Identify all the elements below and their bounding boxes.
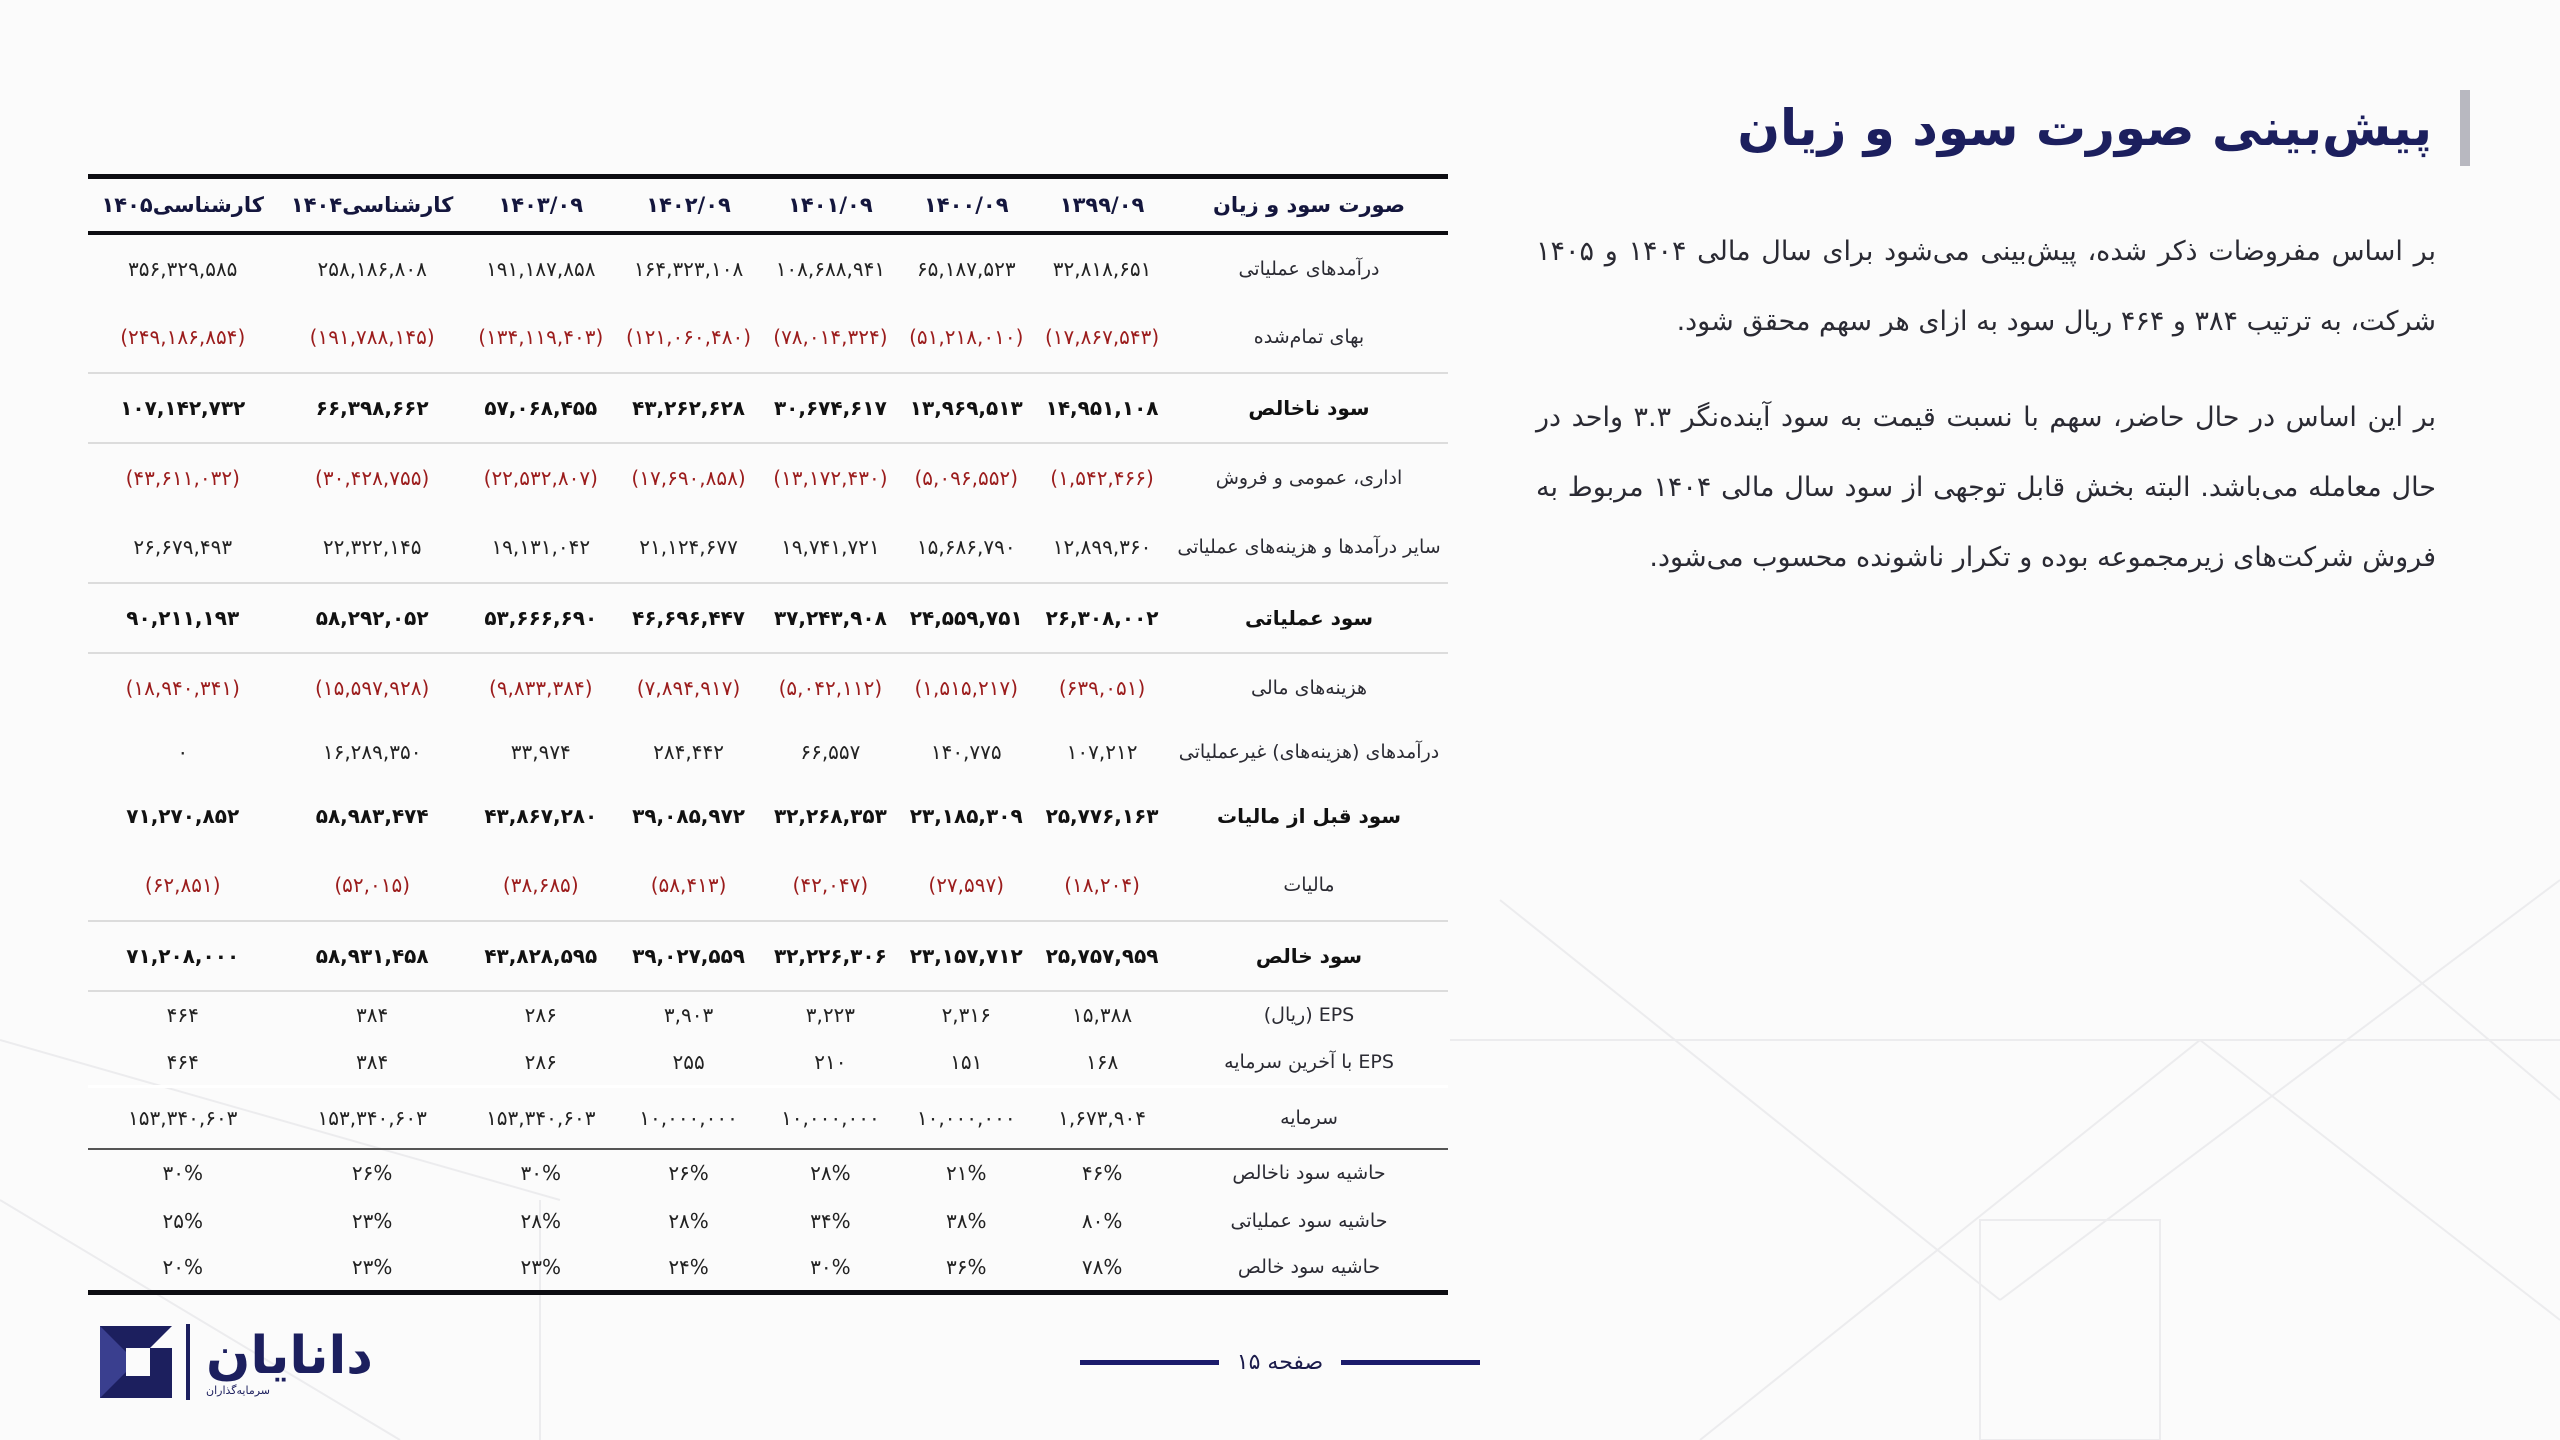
row-label: حاشیه سود ناخالص bbox=[1232, 1162, 1386, 1184]
table-cell: ۳۹,۰۲۷,۵۵۹ bbox=[615, 921, 763, 991]
table-row bbox=[88, 513, 1448, 583]
table-row bbox=[88, 373, 1448, 443]
row-label: حاشیه سود خالص bbox=[1170, 1245, 1448, 1293]
column-header: ۱۴۰۳/۰۹ bbox=[498, 192, 584, 217]
table-cell: ۲۶,۶۷۹,۴۹۳ bbox=[88, 513, 277, 583]
table-cell: ۳۰% bbox=[162, 1161, 203, 1185]
table-cell: ۰ bbox=[177, 739, 189, 764]
row-label: EPS (ریال) bbox=[1263, 1004, 1355, 1026]
table-row bbox=[88, 1087, 1448, 1149]
table-cell: (۱۵,۵۹۷,۹۲۸) bbox=[315, 676, 430, 700]
table-row bbox=[88, 991, 1448, 1039]
table-cell: ۳۳,۹۷۴ bbox=[510, 739, 571, 764]
table-cell: ۸۰% bbox=[1081, 1208, 1123, 1233]
table-cell: (۴۲,۰۴۷) bbox=[762, 851, 898, 921]
row-label: سرمایه bbox=[1170, 1087, 1448, 1149]
table-cell: ۱۹,۷۴۱,۷۲۱ bbox=[762, 513, 898, 583]
table-cell: ۱۵,۳۸۸ bbox=[1072, 1003, 1133, 1027]
table-cell: (۳۸,۶۸۵) bbox=[467, 851, 615, 921]
table-cell: ۱۲,۸۹۹,۳۶۰ bbox=[1034, 513, 1170, 583]
row-label: سود عملیاتی bbox=[1170, 583, 1448, 653]
row-label: حاشیه سود عملیاتی bbox=[1230, 1209, 1388, 1232]
table-cell: (۱۸,۲۰۴) bbox=[1034, 851, 1170, 921]
page-title: پیش‌بینی صورت سود و زیان bbox=[1737, 99, 2432, 157]
table-cell: ۷۸% bbox=[1034, 1245, 1170, 1293]
table-cell: ۱۰۸,۶۸۸,۹۴۱ bbox=[775, 256, 886, 281]
table-cell: ۲۶% bbox=[351, 1161, 393, 1185]
table-cell: ۲۵,۷۵۷,۹۵۹ bbox=[1034, 921, 1170, 991]
table-cell: ۳۵۶,۳۲۹,۵۸۵ bbox=[128, 256, 238, 281]
table-cell: ۶۶,۵۵۷ bbox=[800, 739, 861, 764]
table-cell: ۱۶,۲۸۹,۳۵۰ bbox=[322, 739, 422, 764]
table-cell: (۹,۸۳۳,۳۸۴) bbox=[489, 676, 593, 700]
table-row bbox=[88, 723, 1448, 781]
table-cell: ۲۴% bbox=[615, 1245, 763, 1293]
table-cell: ۳۷,۲۴۳,۹۰۸ bbox=[762, 583, 898, 653]
table-cell: ۲۸۶ bbox=[524, 1003, 557, 1027]
table-cell: ۱۰,۰۰۰,۰۰۰ bbox=[898, 1087, 1034, 1149]
table-cell: ۳۶% bbox=[898, 1245, 1034, 1293]
table-cell: ۱۶۸ bbox=[1034, 1039, 1170, 1087]
page-number-bar bbox=[1080, 1346, 1480, 1378]
table-cell: (۵۱,۲۱۸,۰۱۰) bbox=[898, 303, 1034, 373]
table-header-row bbox=[88, 177, 1448, 233]
table-cell: ۵۸,۹۸۳,۴۷۴ bbox=[315, 803, 429, 828]
table-cell: (۷,۸۹۴,۹۱۷) bbox=[636, 676, 741, 700]
table-row bbox=[88, 1149, 1448, 1197]
table-cell: ۲۱% bbox=[945, 1161, 987, 1185]
table-cell: ۱۹,۱۳۱,۰۴۲ bbox=[467, 513, 615, 583]
table-cell: ۱۰,۰۰۰,۰۰۰ bbox=[762, 1087, 898, 1149]
table-cell: (۵۸,۴۱۳) bbox=[615, 851, 763, 921]
table-cell: ۳,۹۰۳ bbox=[663, 1003, 714, 1027]
row-label: سود خالص bbox=[1170, 921, 1448, 991]
table-row bbox=[88, 583, 1448, 653]
column-header: ۱۴۰۰/۰۹ bbox=[923, 192, 1009, 217]
table-cell: ۲۸% bbox=[520, 1208, 562, 1233]
table-cell: ۷۱,۲۰۸,۰۰۰ bbox=[88, 921, 277, 991]
table-cell: ۱۰۷,۲۱۲ bbox=[1066, 739, 1138, 764]
table-cell: ۴۶% bbox=[1081, 1161, 1123, 1185]
column-header: ۱۴۰۲/۰۹ bbox=[646, 192, 731, 217]
table-cell: ۲۲,۳۲۲,۱۴۵ bbox=[277, 513, 466, 583]
table-row bbox=[88, 851, 1448, 921]
column-header: ۱۳۹۹/۰۹ bbox=[1059, 192, 1145, 217]
row-label: EPS با آخرین سرمایه bbox=[1170, 1039, 1448, 1087]
table-cell: ۱۳,۹۶۹,۵۱۳ bbox=[898, 373, 1034, 443]
logo-text bbox=[206, 1325, 373, 1397]
table-cell: ۳۴% bbox=[810, 1208, 851, 1233]
table-row bbox=[88, 303, 1448, 373]
table-cell: ۶۶,۳۹۸,۶۶۲ bbox=[277, 373, 466, 443]
table-cell: ۱۰,۰۰۰,۰۰۰ bbox=[615, 1087, 763, 1149]
table-cell: ۳۰,۶۷۴,۶۱۷ bbox=[762, 373, 898, 443]
column-header: صورت سود و زیان bbox=[1212, 192, 1405, 217]
column-header: کارشناسی۱۴۰۴ bbox=[290, 192, 454, 217]
page-number: صفحه ۱۵ bbox=[1236, 1349, 1324, 1375]
pager-line-left bbox=[1080, 1360, 1219, 1365]
table-cell: ۴۳,۲۶۲,۶۲۸ bbox=[615, 373, 763, 443]
column-header: کارشناسی۱۴۰۵ bbox=[101, 192, 264, 217]
table-cell: (۲۷,۵۹۷) bbox=[898, 851, 1034, 921]
table-cell: ۲۰% bbox=[88, 1245, 277, 1293]
table-cell: (۶۳۹,۰۵۱) bbox=[1058, 676, 1146, 700]
row-label: سایر درآمدها و هزینه‌های عملیاتی bbox=[1170, 513, 1448, 583]
table-cell: ۲۵۸,۱۸۶,۸۰۸ bbox=[317, 256, 427, 281]
table-row bbox=[88, 233, 1448, 303]
table-cell: ۲۳% bbox=[351, 1208, 393, 1233]
row-label: درآمدهای (هزینه‌های) غیرعملیاتی bbox=[1178, 740, 1440, 763]
row-label: سود قبل از مالیات bbox=[1216, 803, 1401, 828]
table-cell: ۳۲,۲۶۸,۳۵۳ bbox=[773, 803, 887, 828]
table-cell: ۵۷,۰۶۸,۴۵۵ bbox=[467, 373, 615, 443]
table-cell: (۲۲,۵۳۲,۸۰۷) bbox=[483, 466, 598, 490]
table-cell: ۱۴۰,۷۷۵ bbox=[930, 739, 1002, 764]
table-row bbox=[88, 1197, 1448, 1245]
table-cell: (۵,۰۹۶,۵۵۲) bbox=[914, 466, 1018, 490]
row-label: هزینه‌های مالی bbox=[1250, 677, 1368, 699]
table-cell: ۲۳% bbox=[277, 1245, 466, 1293]
table-cell: ۴۳,۸۶۷,۲۸۰ bbox=[484, 803, 598, 828]
income-statement-table bbox=[88, 174, 1448, 1295]
logo-mark-icon bbox=[96, 1322, 176, 1402]
table-cell: (۵,۰۴۲,۱۱۲) bbox=[778, 676, 883, 700]
table-cell: ۳۸۴ bbox=[356, 1003, 389, 1027]
table-row bbox=[88, 781, 1448, 851]
table-cell: ۳۹,۰۸۵,۹۷۲ bbox=[632, 803, 745, 828]
company-logo bbox=[96, 1322, 373, 1402]
table-cell: ۴۶۴ bbox=[88, 1039, 277, 1087]
row-label: اداری، عمومی و فروش bbox=[1215, 467, 1403, 489]
table-cell: ۱۶۴,۳۲۳,۱۰۸ bbox=[633, 256, 744, 281]
pager-line-right bbox=[1341, 1360, 1480, 1365]
title-accent-bar bbox=[2460, 90, 2470, 166]
table-cell: ۲۸% bbox=[668, 1208, 709, 1233]
row-label: سود ناخالص bbox=[1170, 373, 1448, 443]
table-cell: ۲۶,۳۰۸,۰۰۲ bbox=[1034, 583, 1170, 653]
table-cell: ۱۵۳,۳۴۰,۶۰۳ bbox=[88, 1087, 277, 1149]
column-header: ۱۴۰۱/۰۹ bbox=[788, 192, 873, 217]
table-cell: (۱,۵۴۲,۴۶۶) bbox=[1050, 466, 1154, 490]
table-cell: (۱۷,۸۶۷,۵۴۳) bbox=[1034, 303, 1170, 373]
table-cell: ۴۶۴ bbox=[166, 1003, 199, 1027]
table-row bbox=[88, 921, 1448, 991]
table-cell: (۱۳,۱۷۲,۴۳۰) bbox=[773, 466, 888, 490]
table-cell: ۳۰% bbox=[762, 1245, 898, 1293]
table-cell: ۴۳,۸۲۸,۵۹۵ bbox=[467, 921, 615, 991]
table-cell: ۲۳% bbox=[467, 1245, 615, 1293]
table-cell: ۲۴,۵۵۹,۷۵۱ bbox=[898, 583, 1034, 653]
table-cell: ۱۵۳,۳۴۰,۶۰۳ bbox=[277, 1087, 466, 1149]
table-row bbox=[88, 1245, 1448, 1293]
paragraph-valuation: بر این اساس در حال حاضر، سهم با نسبت قیمت به سود آینده‌نگر ۳.۳ واحد در حال معامله می‌باشد. البته بخش قابل توجهی از سود سال مالی ۱۴۰۴ مربوط به فروش شرکت‌های زیرمجموعه بوده و تکرار ناشونده محسوب می‌شود. bbox=[1536, 402, 2437, 573]
table-cell: (۴۳,۶۱۱,۰۳۲) bbox=[125, 466, 240, 490]
table-cell: (۳۰,۴۲۸,۷۵۵) bbox=[315, 466, 430, 490]
table-cell: ۲۵,۷۷۶,۱۶۳ bbox=[1045, 803, 1159, 828]
table-cell: (۲۴۹,۱۸۶,۸۵۴) bbox=[88, 303, 277, 373]
table-cell: ۱۹۱,۱۸۷,۸۵۸ bbox=[486, 256, 596, 281]
table-cell: (۱۹۱,۷۸۸,۱۴۵) bbox=[277, 303, 466, 373]
table-cell: ۲۶% bbox=[668, 1161, 709, 1185]
logo-divider bbox=[186, 1324, 190, 1400]
table-cell: ۲۳,۱۵۷,۷۱۲ bbox=[898, 921, 1034, 991]
table-cell: (۱۷,۶۹۰,۸۵۸) bbox=[631, 466, 746, 490]
table-cell: (۱۲۱,۰۶۰,۴۸۰) bbox=[615, 303, 763, 373]
table-cell: ۷۱,۲۷۰,۸۵۲ bbox=[126, 803, 240, 828]
table-cell: ۳,۲۲۳ bbox=[805, 1003, 856, 1027]
table-cell: (۱,۵۱۵,۲۱۷) bbox=[914, 676, 1018, 700]
table-cell: ۲۵۵ bbox=[615, 1039, 763, 1087]
row-label: بهای تمام‌شده bbox=[1170, 303, 1448, 373]
row-label: مالیات bbox=[1170, 851, 1448, 921]
table-cell: ۱۵۳,۳۴۰,۶۰۳ bbox=[467, 1087, 615, 1149]
table-cell: ۳۲,۸۱۸,۶۵۱ bbox=[1052, 256, 1152, 281]
table-row bbox=[88, 653, 1448, 723]
table-cell: ۵۳,۶۶۶,۶۹۰ bbox=[467, 583, 615, 653]
paragraph-forecast: بر اساس مفروضات ذکر شده، پیش‌بینی می‌شود برای سال مالی ۱۴۰۴ و ۱۴۰۵ شرکت، به ترتیب ۳۸۴ و ۴۶۴ ریال سود به ازای هر سهم محقق شود. bbox=[1536, 236, 2436, 337]
table-cell: ۲۱۰ bbox=[762, 1039, 898, 1087]
table-cell: (۵۲,۰۱۵) bbox=[277, 851, 466, 921]
table-cell: ۲,۳۱۶ bbox=[941, 1003, 991, 1027]
table-cell: ۴۶,۶۹۶,۴۴۷ bbox=[615, 583, 763, 653]
table-cell: ۵۸,۲۹۲,۰۵۲ bbox=[277, 583, 466, 653]
table-cell: ۲۸۴,۴۴۲ bbox=[653, 739, 724, 764]
table-cell: ۱۵,۶۸۶,۷۹۰ bbox=[898, 513, 1034, 583]
table-cell: ۹۰,۲۱۱,۱۹۳ bbox=[88, 583, 277, 653]
table-cell: ۲۸% bbox=[810, 1161, 851, 1185]
table-cell: ۶۵,۱۸۷,۵۲۳ bbox=[916, 256, 1016, 281]
table-cell: ۱,۶۷۳,۹۰۴ bbox=[1034, 1087, 1170, 1149]
table-cell: ۱۵۱ bbox=[898, 1039, 1034, 1087]
table-cell: ۳۸% bbox=[945, 1208, 987, 1233]
table-cell: ۵۸,۹۳۱,۴۵۸ bbox=[277, 921, 466, 991]
logo-name: دانایان bbox=[206, 1325, 373, 1386]
table-cell: ۱۰۷,۱۴۲,۷۳۲ bbox=[88, 373, 277, 443]
table-cell: ۲۱,۱۲۴,۶۷۷ bbox=[615, 513, 763, 583]
table-row bbox=[88, 1039, 1448, 1087]
row-label: درآمدهای عملیاتی bbox=[1238, 257, 1380, 280]
table-cell: ۳۸۴ bbox=[277, 1039, 466, 1087]
table-cell: (۱۸,۹۴۰,۳۴۱) bbox=[125, 676, 240, 700]
table-cell: ۳۰% bbox=[520, 1161, 562, 1185]
table-cell: ۲۵% bbox=[162, 1208, 203, 1233]
table-cell: ۲۳,۱۸۵,۳۰۹ bbox=[909, 803, 1023, 828]
logo-subtitle: سرمایه‌گذاران bbox=[206, 1383, 271, 1397]
table-cell: ۱۴,۹۵۱,۱۰۸ bbox=[1034, 373, 1170, 443]
table-row bbox=[88, 443, 1448, 513]
title-block bbox=[1737, 90, 2470, 166]
table-cell: (۱۳۴,۱۱۹,۴۰۳) bbox=[467, 303, 615, 373]
table-cell: ۳۲,۲۲۶,۳۰۶ bbox=[762, 921, 898, 991]
table-cell: (۷۸,۰۱۴,۳۲۴) bbox=[762, 303, 898, 373]
table-cell: ۲۸۶ bbox=[467, 1039, 615, 1087]
table-cell: (۶۲,۸۵۱) bbox=[88, 851, 277, 921]
